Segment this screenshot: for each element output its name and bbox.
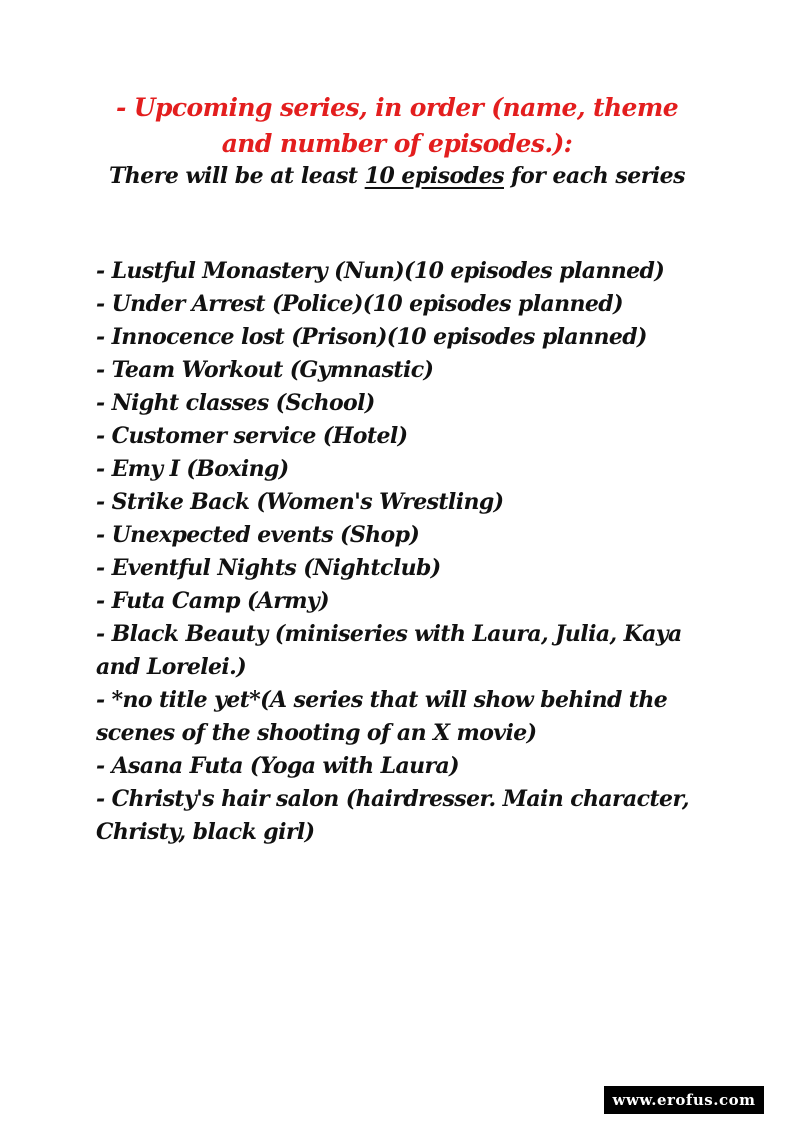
series-item: - Black Beauty (miniseries with Laura, Julia, Kaya and Lorelei.)	[96, 621, 682, 680]
series-item: - Lustful Monastery (Nun)(10 episodes planned)	[96, 258, 665, 284]
subheading-underlined-text: 10 episodes	[364, 163, 504, 189]
series-item: - Under Arrest (Police)(10 episodes planned)	[96, 291, 623, 317]
series-item: - Customer service (Hotel)	[96, 423, 408, 449]
series-item: - Night classes (School)	[96, 390, 375, 416]
series-item: - Christy's hair salon (hairdresser. Main character, Christy, black girl)	[96, 786, 689, 845]
series-item: - Futa Camp (Army)	[96, 588, 329, 614]
series-item: - Emy I (Boxing)	[96, 456, 289, 482]
series-list	[96, 255, 706, 849]
series-item: - Innocence lost (Prison)(10 episodes planned)	[96, 324, 647, 350]
subheading-text-before: There will be at least	[108, 163, 365, 189]
series-item: - Strike Back (Women's Wrestling)	[96, 489, 504, 515]
series-item: - Team Workout (Gymnastic)	[96, 357, 434, 383]
document-heading: - Upcoming series, in order (name, theme and number of episodes.):	[115, 93, 679, 158]
series-item: - *no title yet*(A series that will show behind the scenes of the shooting of an X movie)	[96, 687, 668, 746]
subheading-text-after: for each series	[504, 163, 686, 189]
series-item: - Eventful Nights (Nightclub)	[96, 555, 441, 581]
series-item: - Unexpected events (Shop)	[96, 522, 420, 548]
watermark: www.erofus.com	[604, 1086, 764, 1114]
series-item: - Asana Futa (Yoga with Laura)	[96, 753, 459, 779]
series-subheading	[60, 158, 734, 194]
